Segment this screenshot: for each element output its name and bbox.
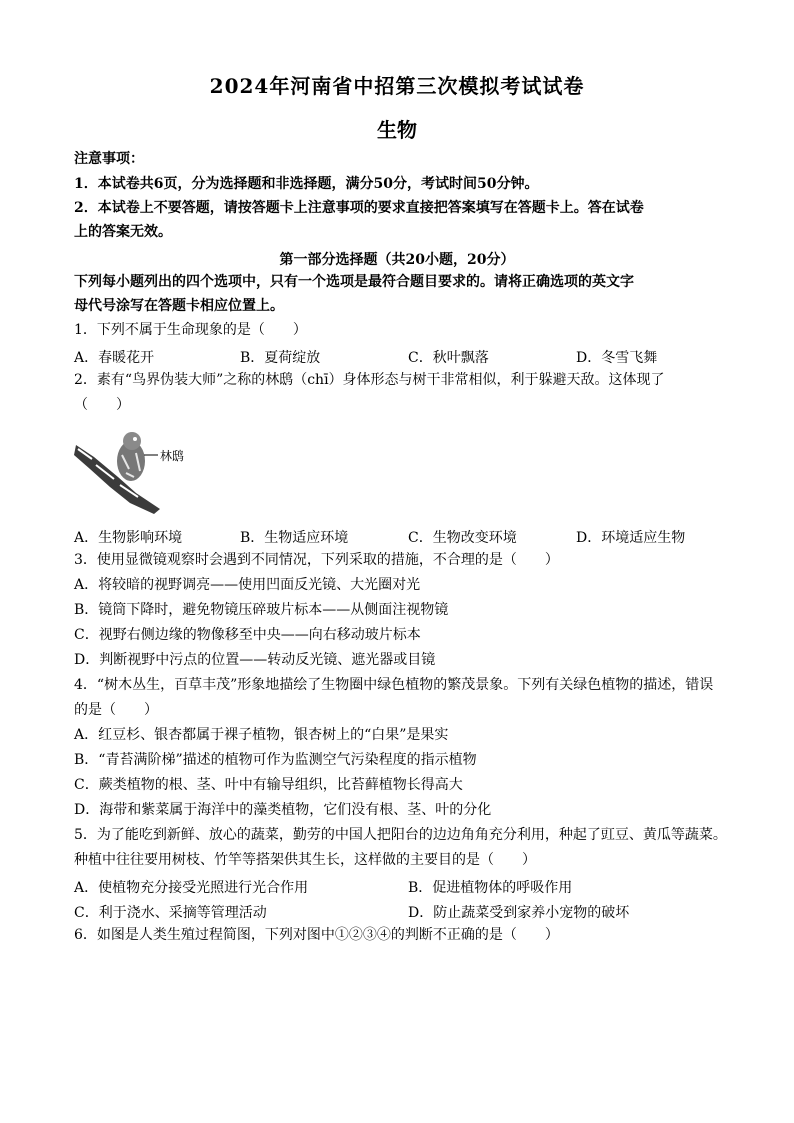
- bird-on-branch-figure: [74, 425, 184, 515]
- q2-option-c: C．生物改变环境: [408, 530, 517, 546]
- q1-option-b: B．夏荷绽放: [240, 350, 321, 366]
- figure-label-bird: 林鸱: [160, 449, 185, 463]
- q2-option-b: B．生物适应环境: [240, 530, 349, 546]
- q1-option-d: D．冬雪飞舞: [576, 350, 658, 366]
- q5-option-b: B．促进植物体的呼吸作用: [408, 880, 573, 896]
- part1-instruction-cont: 母代号涂写在答题卡相应位置上。: [74, 298, 284, 314]
- notice-item-2-cont: 上的答案无效。: [74, 224, 172, 240]
- part1-heading: 第一部分选择题（共20小题，20分）: [279, 252, 515, 268]
- q3-option-c: C．视野右侧边缘的物像移至中央——向右移动玻片标本: [74, 627, 421, 643]
- exam-title: 2024年河南省中招第三次模拟考试试卷: [209, 74, 585, 98]
- q5-option-c: C．利于浇水、采摘等管理活动: [74, 905, 267, 921]
- part1-instruction: 下列每小题列出的四个选项中，只有一个选项是最符合题目要求的。请将正确选项的英文字: [74, 274, 634, 290]
- question-5-stem-cont: 种植中往往要用树枝、竹竿等搭架供其生长，这样做的主要目的是（ ）: [74, 852, 536, 868]
- q4-option-c: C．蕨类植物的根、茎、叶中有输导组织，比苔藓植物长得高大: [74, 777, 463, 793]
- q2-option-d: D．环境适应生物: [576, 530, 686, 546]
- notice-item-2: 2．本试卷上不要答题，请按答题卡上注意事项的要求直接把答案填写在答题卡上。答在试卷: [74, 200, 644, 216]
- q1-option-c: C．秋叶飘落: [408, 350, 489, 366]
- q5-option-d: D．防止蔬菜受到家养小宠物的破坏: [408, 905, 630, 921]
- q3-option-b: B．镜筒下降时，避免物镜压碎玻片标本——从侧面注视物镜: [74, 602, 449, 618]
- q4-option-d: D．海带和紫菜属于海洋中的藻类植物，它们没有根、茎、叶的分化: [74, 802, 492, 818]
- question-4-stem-cont: 的是（ ）: [74, 702, 158, 718]
- q3-option-d: D．判断视野中污点的位置——转动反光镜、遮光器或目镜: [74, 652, 436, 668]
- question-2-stem-cont: （ ）: [74, 397, 130, 413]
- q5-option-a: A．使植物充分接受光照进行光合作用: [74, 880, 309, 896]
- q1-option-a: A．春暖花开: [74, 350, 155, 366]
- q3-option-a: A．将较暗的视野调亮——使用凹面反光镜、大光圈对光: [74, 577, 421, 593]
- notice-heading: 注意事项：: [74, 151, 144, 167]
- q4-option-b: B．“青苔满阶梯”描述的植物可作为监测空气污染程度的指示植物: [74, 752, 477, 768]
- notice-item-1: 1．本试卷共6页，分为选择题和非选择题，满分50分，考试时间50分钟。: [74, 176, 539, 192]
- q2-option-a: A．生物影响环境: [74, 530, 183, 546]
- subject-title: 生物: [377, 118, 417, 142]
- question-6-stem: 6．如图是人类生殖过程简图，下列对图中①②③④的判断不正确的是（ ）: [74, 927, 559, 943]
- question-1-stem: 1．下列不属于生命现象的是（ ）: [74, 322, 307, 338]
- question-2-stem: 2．素有“鸟界伪装大师”之称的林鸱（chī）身体形态与树干非常相似，利于躲避天敌。这体现了: [74, 372, 665, 388]
- q4-option-a: A．红豆杉、银杏都属于裸子植物，银杏树上的“白果”是果实: [74, 727, 449, 743]
- question-4-stem: 4．“树木丛生，百草丰茂”形象地描绘了生物圈中绿色植物的繁茂景象。下列有关绿色植物的描述，错误: [74, 677, 714, 693]
- question-5-stem: 5．为了能吃到新鲜、放心的蔬菜，勤劳的中国人把阳台的边边角角充分利用，种起了豇豆、黄瓜等蔬菜。: [74, 827, 727, 843]
- question-3-stem: 3．使用显微镜观察时会遇到不同情况，下列采取的措施，不合理的是（ ）: [74, 552, 559, 568]
